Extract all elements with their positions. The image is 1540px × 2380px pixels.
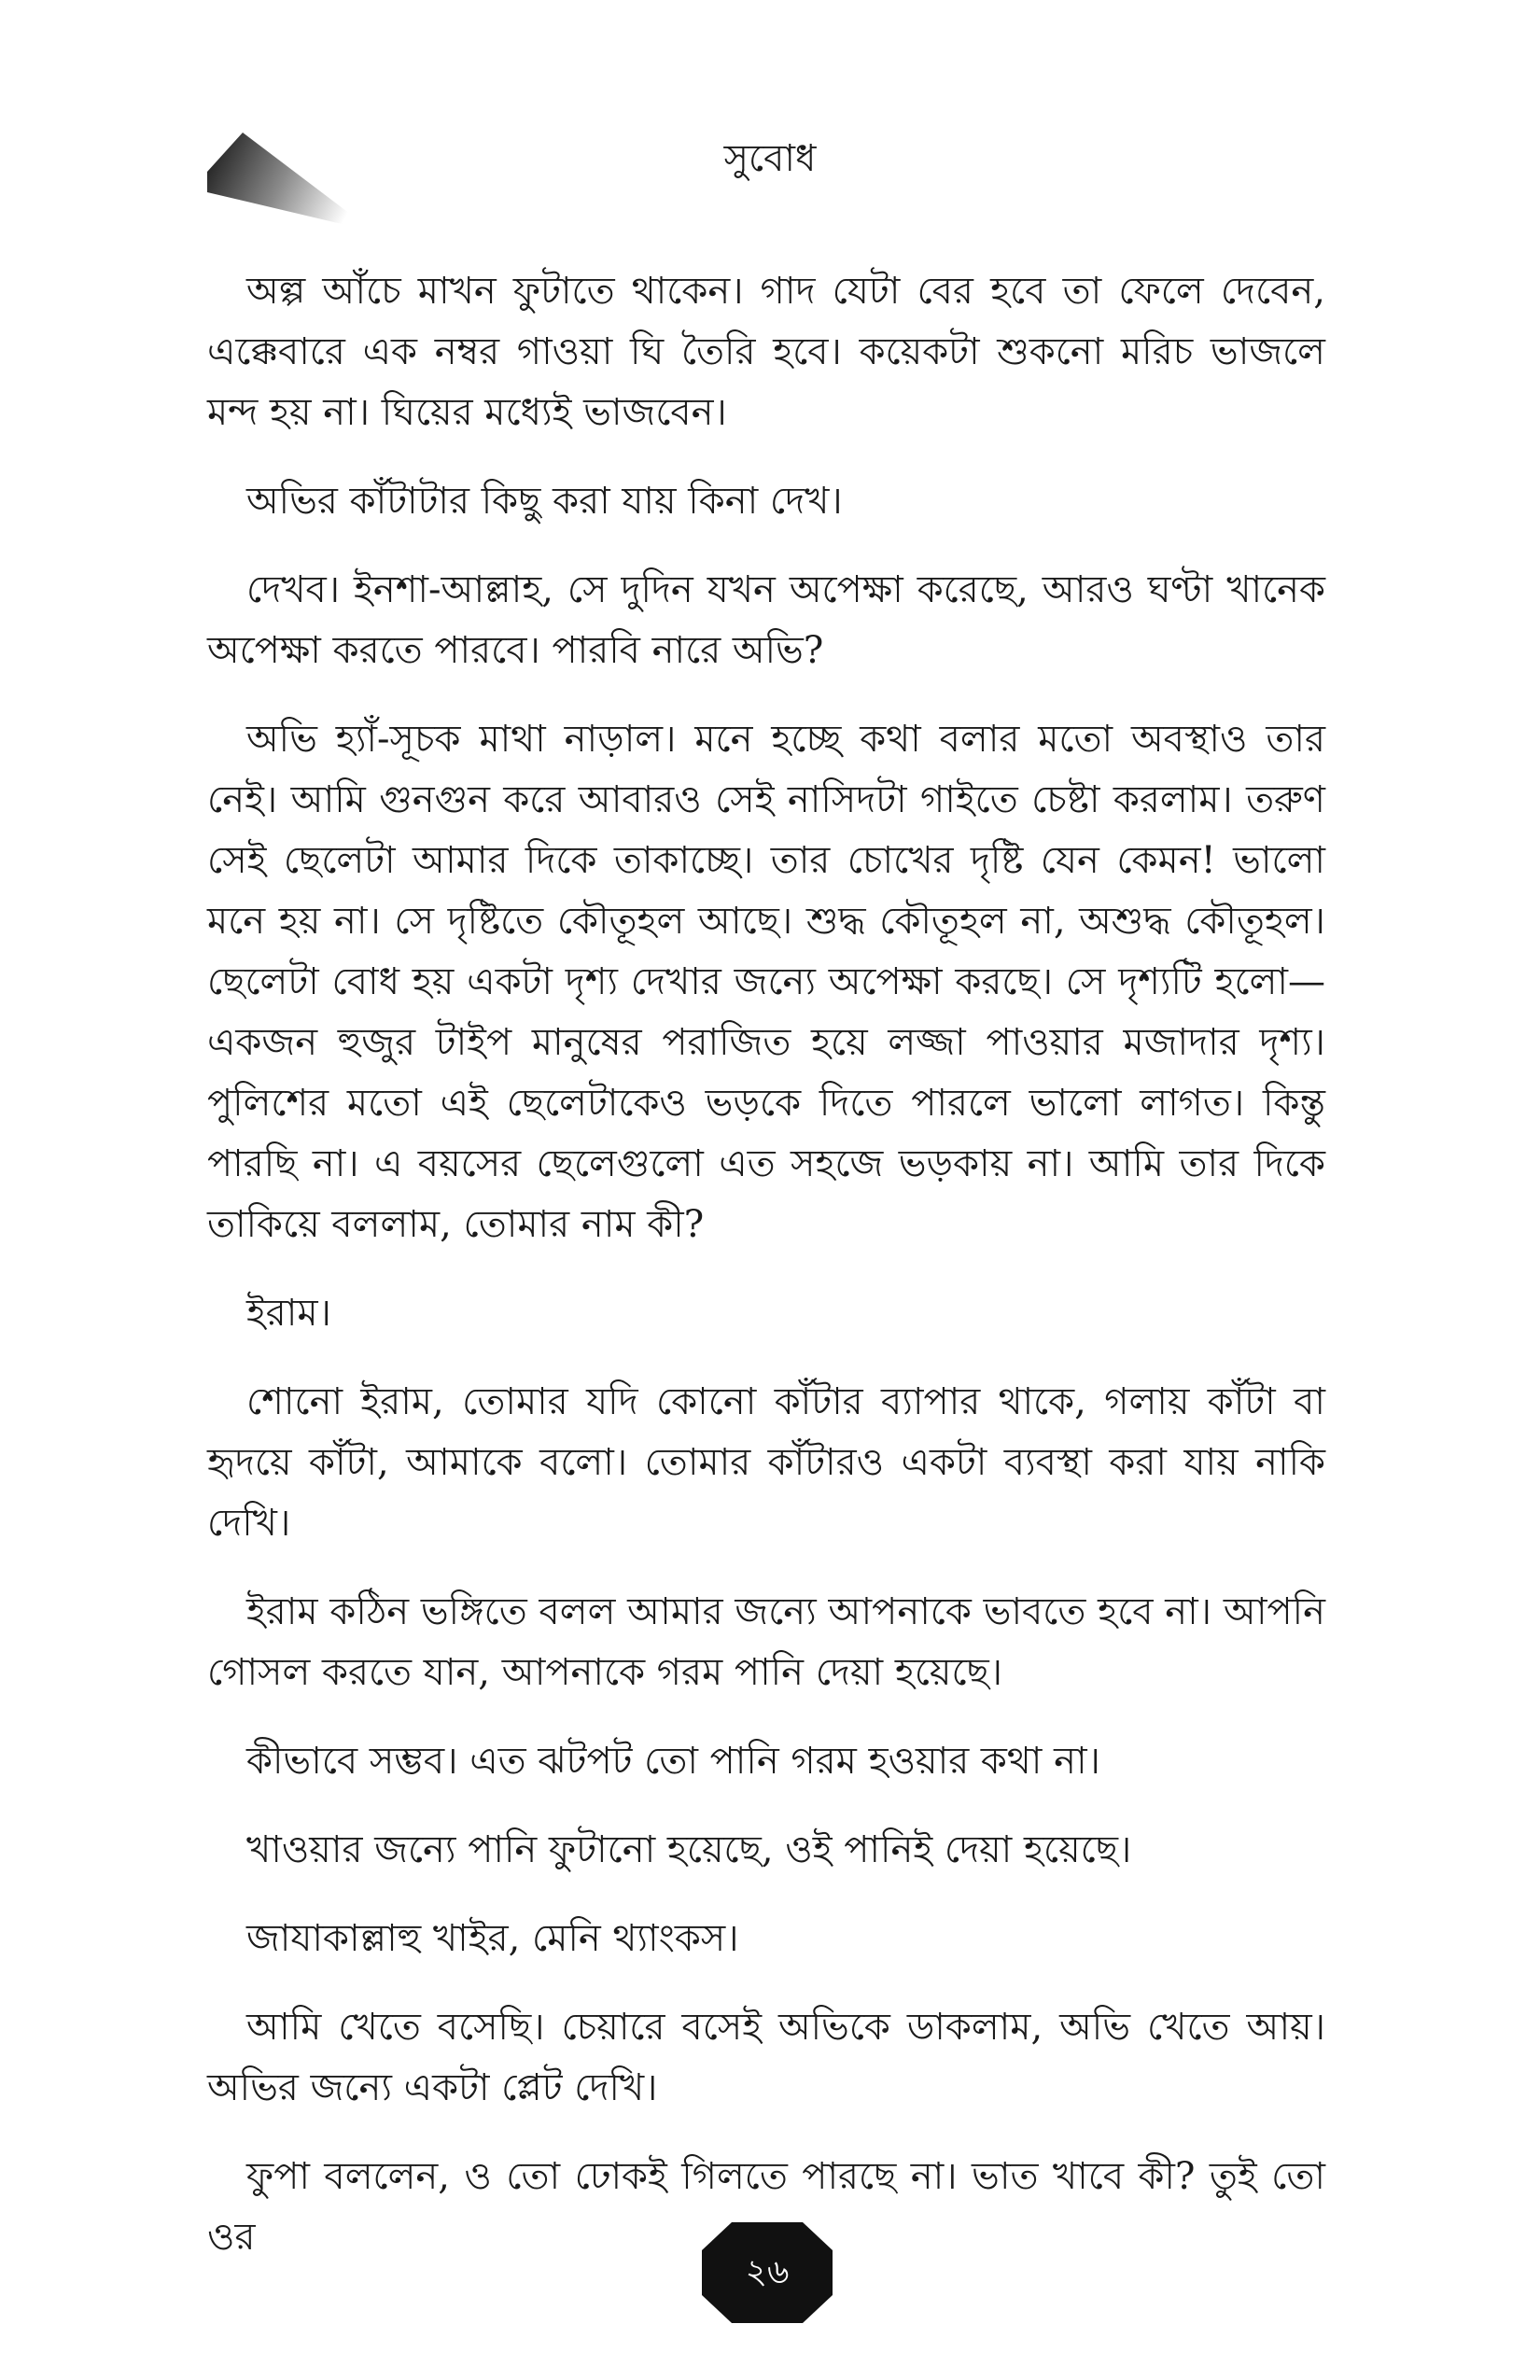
paragraph: ইরাম। (246, 1292, 331, 1335)
paragraph: শোনো ইরাম, তোমার যদি কোনো কাঁটার ব্যাপার থাকে, গলায় কাঁটা বা হৃদয়ে কাঁটা, আমাকে বলো। তোমার কাঁটারও একটা ব্যবস্থা করা যায় নাকি দেখি। (207, 1380, 1325, 1545)
page-number-badge (702, 2222, 833, 2323)
paragraph: খাওয়ার জন্যে পানি ফুটানো হয়েছে, ওই পানিই দেয়া হয়েছে। (246, 1828, 1132, 1871)
running-header-title: সুবোধ (723, 137, 817, 180)
body-text (207, 261, 1325, 2296)
paragraph: অভির কাঁটাটার কিছু করা যায় কিনা দেখ। (246, 480, 843, 523)
paragraph: ফুপা বললেন, ও তো ঢোকই গিলতে পারছে না। ভাত খাবে কী? তুই তো ওর (207, 2155, 1325, 2259)
paragraph: জাযাকাল্লাহু খাইর, মেনি থ্যাংকস। (246, 1917, 739, 1960)
paragraph: কীভাবে সম্ভব। এত ঝটপট তো পানি গরম হওয়ার কথা না। (246, 1740, 1100, 1783)
paragraph: আমি খেতে বসেছি। চেয়ারে বসেই অভিকে ডাকলাম, অভি খেতে আয়। অভির জন্যে একটা প্লেট দেখি। (207, 2006, 1325, 2109)
paragraph: অল্প আঁচে মাখন ফুটাতে থাকেন। গাদ যেটা বের হবে তা ফেলে দেবেন, এক্কেবারে এক নম্বর গাওয়া ঘি তৈরি হবে। কয়েকটা শুকনো মরিচ ভাজলে মন্দ হয় না। ঘিয়ের মধ্যেই ভাজবেন। (207, 270, 1325, 434)
paragraph: ইরাম কঠিন ভঙ্গিতে বলল আমার জন্যে আপনাকে ভাবতে হবে না। আপনি গোসল করতে যান, আপনাকে গরম পানি দেয়া হয়েছে। (207, 1590, 1325, 1694)
page-number: ২৬ (745, 2253, 790, 2291)
paragraph: অভি হ্যাঁ-সূচক মাথা নাড়াল। মনে হচ্ছে কথা বলার মতো অবস্থাও তার নেই। আমি গুনগুন করে আবারও সেই নাসিদটা গাইতে চেষ্টা করলাম। তরুণ সেই ছেলেটা আমার দিকে তাকাচ্ছে। তার চোখের দৃষ্টি যেন কেমন! ভালো মনে হয় না। সে দৃষ্টিতে কৌতূহল আছে। শুদ্ধ কৌতূহল না, অশুদ্ধ কৌতূহল। ছেলেটা বোধ হয় একটা দৃশ্য দেখার জন্যে অপেক্ষা করছে। সে দৃশ্যটি হলো— একজন হুজুর টাইপ মানুষের পরাজিত হয়ে লজ্জা পাওয়ার মজাদার দৃশ্য। পুলিশের মতো এই ছেলেটাকেও ভড়কে দিতে পারলে ভালো লাগত। কিন্তু পারছি না। এ বয়সের ছেলেগুলো এত সহজে ভড়কায় না। আমি তার দিকে তাকিয়ে বললাম, তোমার নাম কী? (207, 718, 1325, 1246)
paragraph: দেখব। ইনশা-আল্লাহ, সে দুদিন যখন অপেক্ষা করেছে, আরও ঘণ্টা খানেক অপেক্ষা করতে পারবে। পারবি নারে অভি? (207, 568, 1325, 672)
